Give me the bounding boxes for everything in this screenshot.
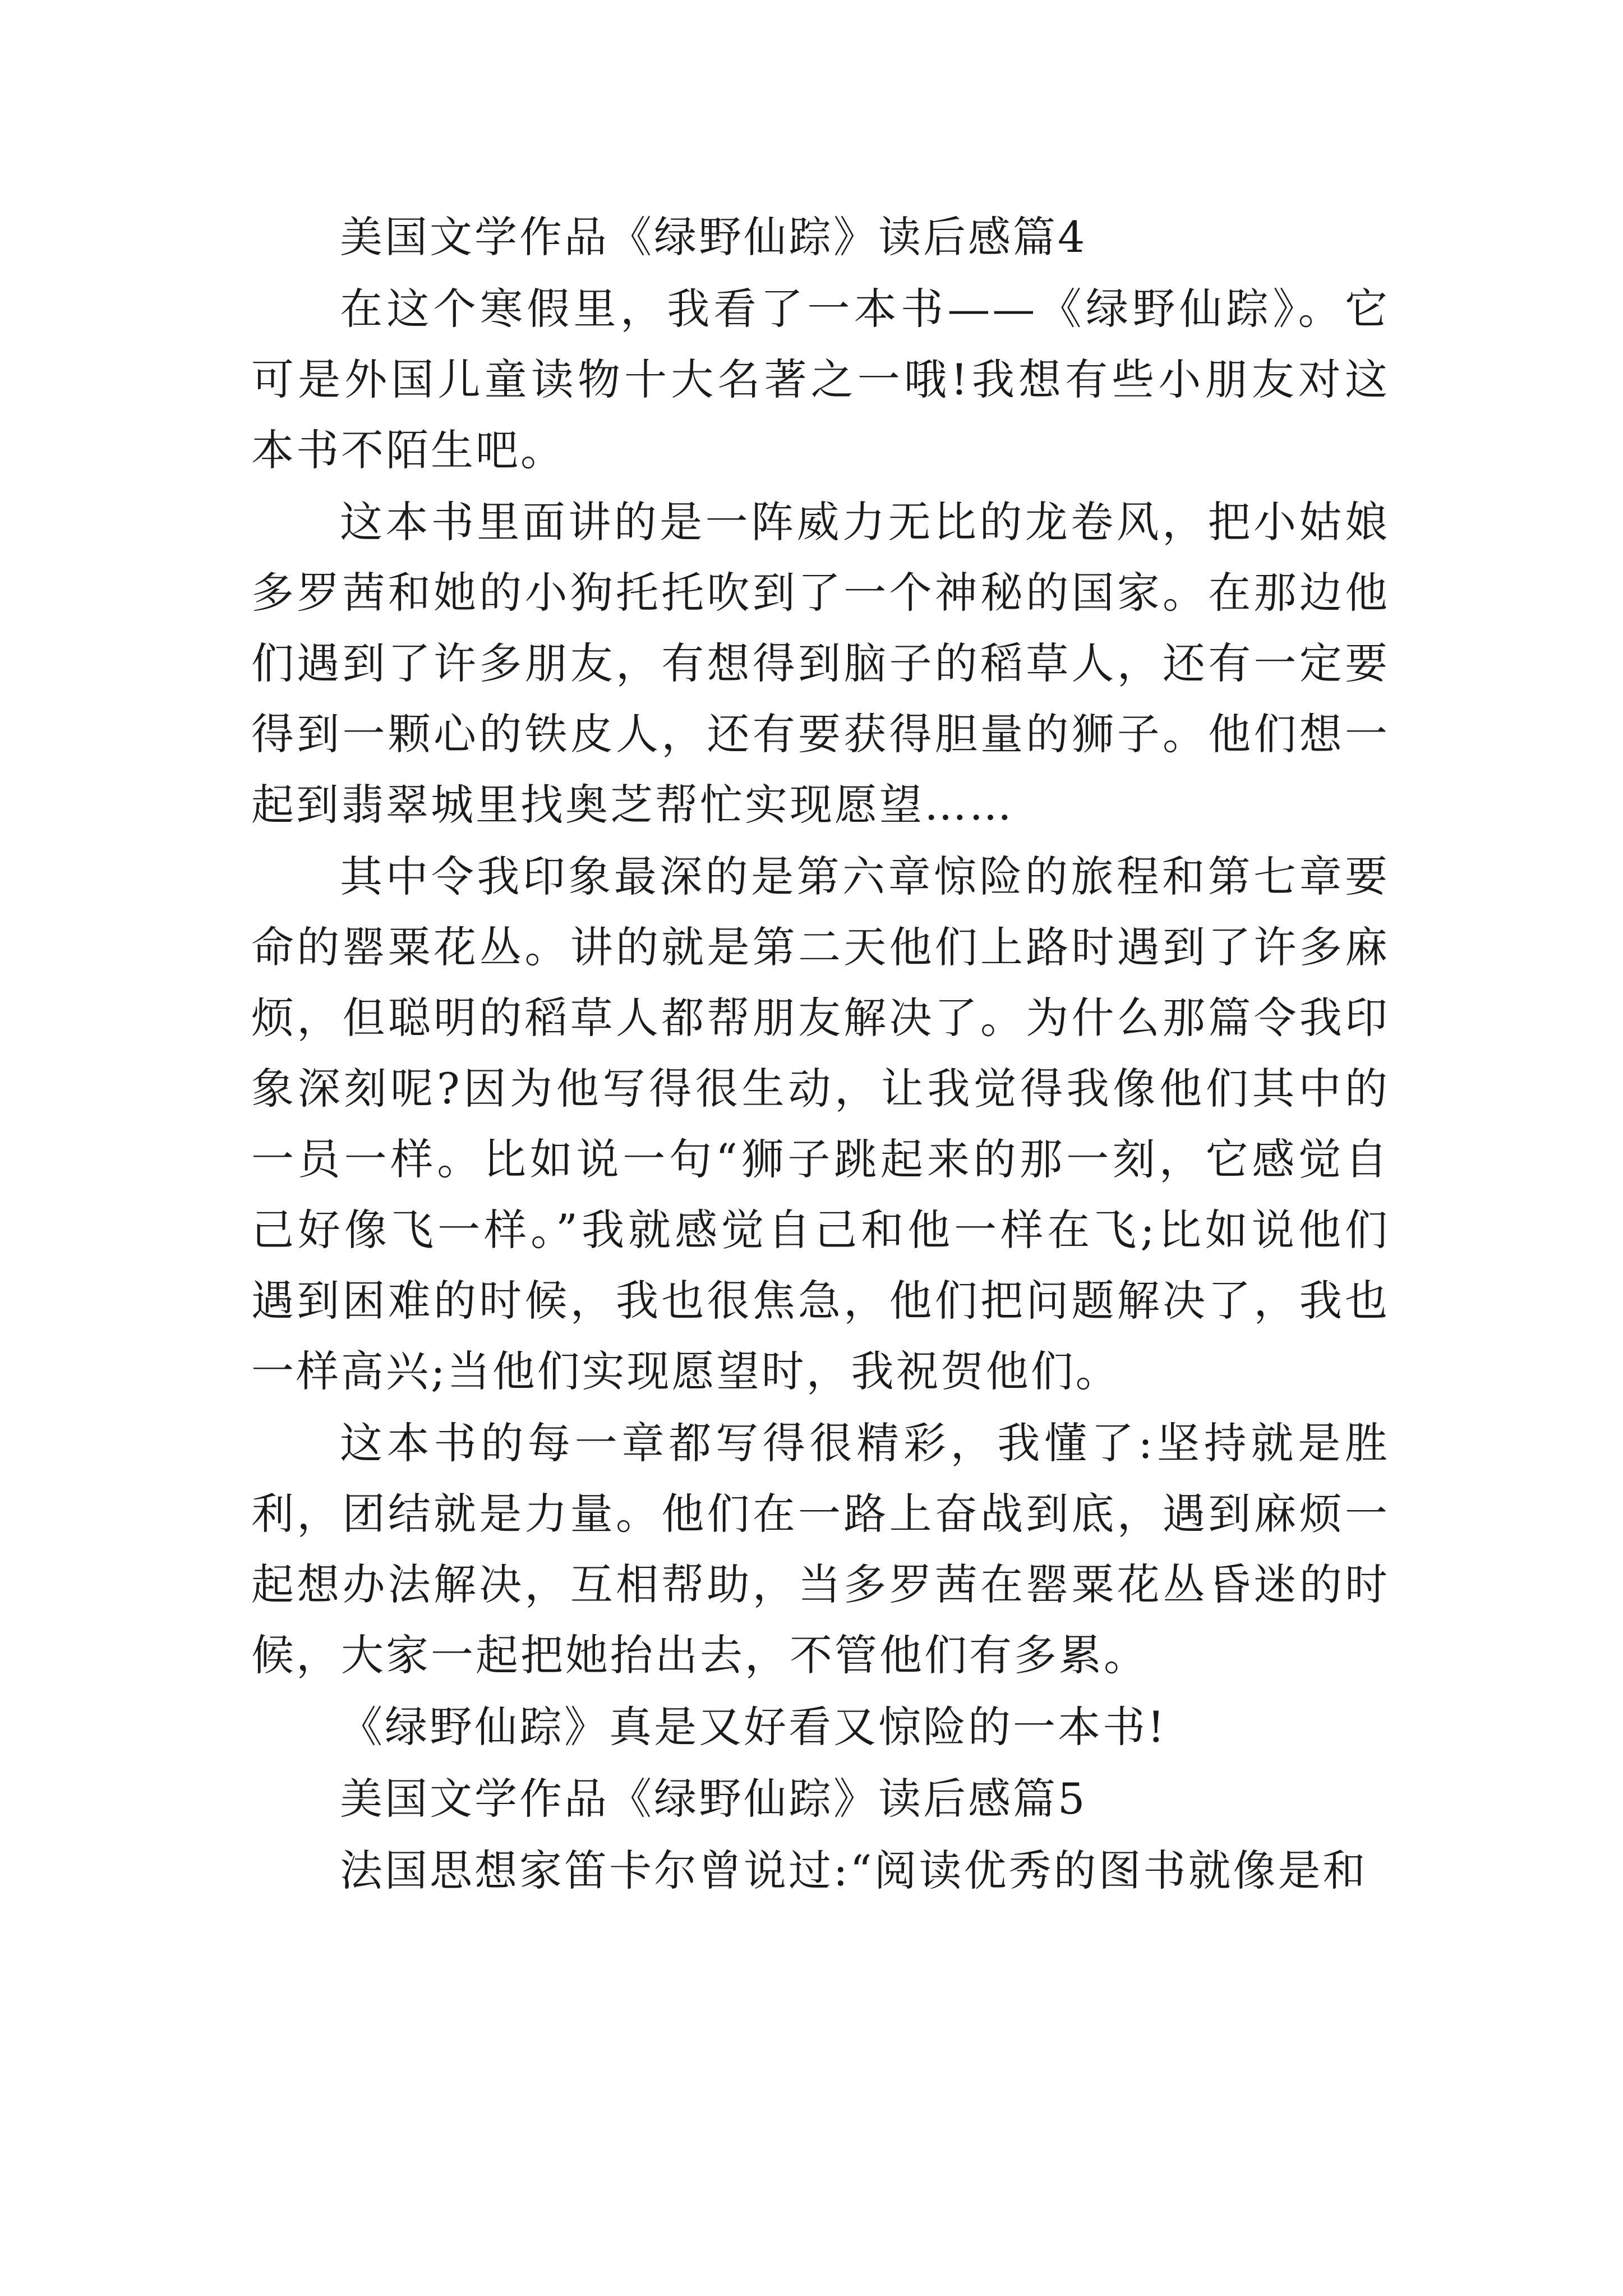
paragraph-quote-start: 法国思想家笛卡尔曾说过:“阅读优秀的图书就像是和 bbox=[340, 1846, 1368, 1895]
essay-heading-4: 美国文学作品《绿野仙踪》读后感篇4 bbox=[340, 212, 1087, 262]
paragraph-conclusion: 《绿野仙踪》真是又好看又惊险的一本书! bbox=[340, 1702, 1167, 1752]
essay-heading-5: 美国文学作品《绿野仙踪》读后感篇5 bbox=[340, 1774, 1087, 1824]
paragraph-lesson: 这本书的每一章都写得很精彩，我懂了:坚持就是胜利，团结就是力量。他们在一路上奋战到底，遇到麻烦一起想办法解决，互相帮助，当多罗茜在罂粟花丛昏迷的时候，大家一起把她抬出去，不管他们有多累。 bbox=[251, 1418, 1390, 1680]
paragraph-plot: 这本书里面讲的是一阵威力无比的龙卷风，把小姑娘多罗茜和她的小狗托托吹到了一个神秘的国家。在那边他们遇到了许多朋友，有想得到脑子的稻草人，还有一定要得到一颗心的铁皮人，还有要获得胆量的狮子。他们想一起到翡翠城里找奥芝帮忙实现愿望…… bbox=[251, 497, 1390, 830]
document-body bbox=[251, 202, 1390, 1907]
paragraph-impression: 其中令我印象最深的是第六章惊险的旅程和第七章要命的罂粟花丛。讲的就是第二天他们上路时遇到了许多麻烦，但聪明的稻草人都帮朋友解决了。为什么那篇令我印象深刻呢?因为他写得很生动，让我觉得我像他们其中的一员一样。比如说一句“狮子跳起来的那一刻，它感觉自己好像飞一样。”我就感觉自己和他一样在飞;比如说他们遇到困难的时候，我也很焦急，他们把问题解决了，我也一样高兴;当他们实现愿望时，我祝贺他们。 bbox=[251, 852, 1390, 1396]
paragraph-intro: 在这个寒假里，我看了一本书——《绿野仙踪》。它可是外国儿童读物十大名著之一哦!我想有些小朋友对这本书不陌生吧。 bbox=[251, 284, 1390, 475]
